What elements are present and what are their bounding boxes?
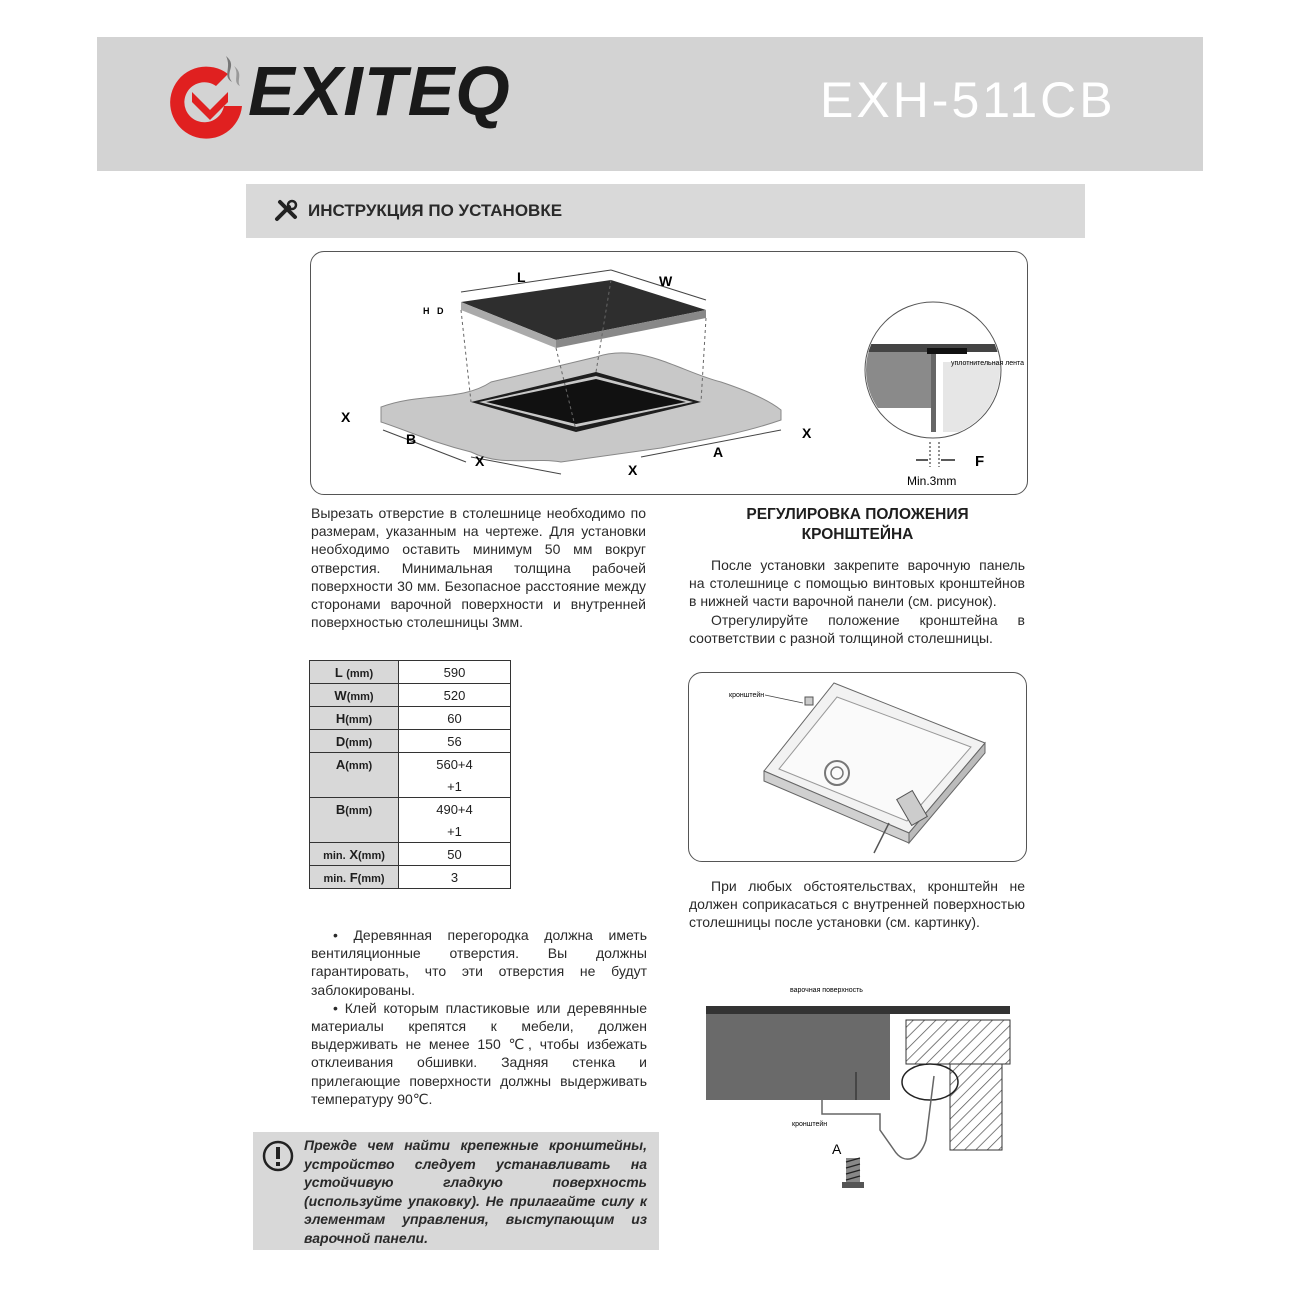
dim-H-label: H [423,306,430,316]
bracket-heading: РЕГУЛИРОВКА ПОЛОЖЕНИЯ КРОНШТЕЙНА [746,506,969,543]
screw-icon [842,1158,864,1188]
dim-X-label: X [802,425,812,441]
dim-X-label: X [628,462,638,478]
min-gap-label: Min.3mm [907,474,957,488]
clearance-diagram [704,980,1024,1200]
bracket-warning-paragraph: При любых обстоятельствах, кронштейн не должен соприкасаться с внутренней поверхностью столешницы после установки (см. картинку). [689,878,1025,931]
bullet-list [311,926,647,1108]
dim-L-label: L [517,269,526,285]
worktop-support [950,1064,1002,1150]
dim-D-label: D [437,306,444,316]
hob-body [706,1014,890,1100]
section-title: ИНСТРУКЦИЯ ПО УСТАНОВКЕ [308,201,563,220]
surface-label: варочная поверхность [790,987,863,994]
exclamation-icon [262,1140,294,1172]
table-row: A(mm) 560+4 [310,753,511,776]
dim-X-label: X [475,453,485,469]
table-row: +1 [310,775,511,798]
bracket-diagram [689,673,1026,861]
dim-X-label: X [341,409,351,425]
table-row: min. X(mm) 50 [310,843,511,866]
dim-A-label: A [713,444,724,460]
bracket-paragraph: После установки закрепите варочную панель на столешнице с помощью винтовых кронштейнов в нижней части варочной панели (см. рисунок). Отрегулируйте положение кронштейна в соответствии с разной толщиной столешницы. [689,557,1025,646]
dim-F-label: F [975,453,985,470]
dim-B-label: B [406,431,417,447]
cutout-diagram-panel [310,251,1028,495]
table-row: L (mm) 590 [310,661,511,684]
table-row: H(mm) 60 [310,707,511,730]
bracket-callout-label: кронштейн [729,692,765,699]
tape-label: уплотнительная лента [951,360,1025,367]
table-row: min. F(mm) 3 [310,866,511,889]
tools-icon [274,199,300,223]
warning-text: Прежде чем найти крепежные кронштейны, устройство следует устанавливать на устойчивую гладкую поверхность (используйте упаковку). Не прилагайте силу к элементам управления, выступающим из варочной панели. [304,1137,647,1246]
cooktop-surface [706,1006,1010,1014]
table-row: D(mm) 56 [310,730,511,753]
worktop-section [906,1020,1010,1064]
cutout-diagram [311,252,1027,494]
table-row: W(mm) 520 [310,684,511,707]
bracket-label: кронштейн [792,1121,828,1128]
intro-paragraph: Вырезать отверстие в столешнице необходимо по размерам, указанным на чертеже. Для установки необходимо оставить минимум 50 мм вокруг отверстия. Минимальная толщина рабочей поверхности 30 мм. Безопасное расстояние между сторонами варочной поверхности и внутренней поверхностью столешницы 3мм. [311,505,646,631]
bracket-diagram-panel [688,672,1027,862]
list-item: • Клей которым пластиковые или деревянные материалы крепятся к мебели, должен выдерживать не менее 150 ℃, чтобы избежать отклеивания обшивки. Задняя стенка и прилегающие поверхности должны выдерживать температуру 90℃. [311,999,647,1107]
table-row: +1 [310,820,511,843]
brand-wordmark: EXITEQ [248,52,511,130]
dim-W-label: W [659,273,673,289]
point-A-label: A [832,1141,842,1157]
table-row: B(mm) 490+4 [310,798,511,821]
brand-logo-icon [166,52,252,146]
hob-top [461,280,706,340]
spec-table [309,660,511,889]
list-item: • Деревянная перегородка должна иметь вентиляционные отверстия. Вы должны гарантировать, что эти отверстия не будут заблокированы. [311,927,647,998]
model-number: EXH-511CB [820,72,1116,128]
